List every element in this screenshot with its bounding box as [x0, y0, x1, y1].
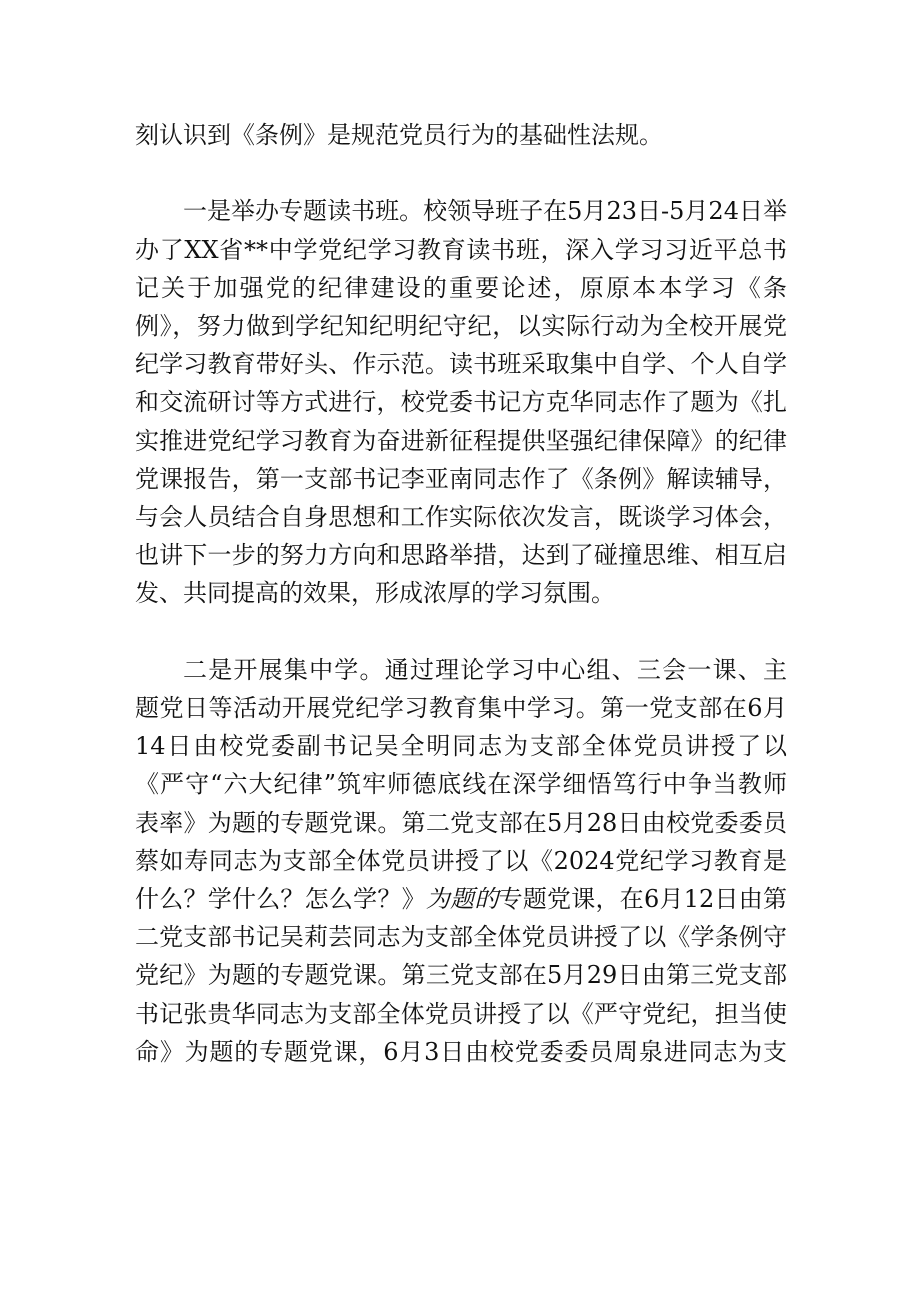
- text-line: 记关于加强党的纪律建设的重要论述，原原本本学习《条: [135, 273, 787, 302]
- text-line: 表率》为题的专题党课。第二党支部在5月28日由校党委委员: [135, 808, 787, 837]
- text-line: 书记张贵华同志为支部全体党员讲授了以《严守党纪，担当使: [135, 999, 787, 1028]
- text-line: 刻认识到《条例》是规范党员行为的基础性法规。: [135, 121, 663, 149]
- paragraph-gap: [135, 154, 787, 192]
- text-line: 二是开展集中学。通过理论学习中心组、三会一课、主: [183, 655, 787, 684]
- text-line: 蔡如寿同志为支部全体党员讲授了以《2024党纪学习教育是: [135, 846, 787, 875]
- text-segment: 专题党课，在6月12日由第: [498, 885, 788, 914]
- text-line: 二党支部书记吴莉芸同志为支部全体党员讲授了以《学条例守: [135, 923, 787, 952]
- text-line: 实推进党纪学习教育为奋进新征程提供坚强纪律保障》的纪律: [135, 426, 787, 455]
- paragraph-centralized-study: [135, 651, 787, 1071]
- continuation-paragraph: [135, 116, 787, 154]
- text-line: 纪学习教育带好头、作示范。读书班采取集中自学、个人自学: [135, 350, 787, 379]
- text-line: 发、共同提高的效果，形成浓厚的学习氛围。: [135, 579, 615, 608]
- paragraph-gap: [135, 613, 787, 651]
- text-line: 14日由校党委副书记吴全明同志为支部全体党员讲授了以: [135, 732, 787, 761]
- text-line: 题党日等活动开展党纪学习教育集中学习。第一党支部在6月: [135, 694, 787, 723]
- text-segment: 什么？学什么？怎么学？》: [135, 885, 426, 914]
- text-line-mixed: [135, 880, 787, 918]
- text-line: 《严守“六大纪律”筑牢师德底线在深学细悟笃行中争当教师: [135, 770, 787, 799]
- text-line: 一是举办专题读书班。校领导班子在5月23日-5月24日举: [183, 197, 787, 226]
- document-body: [135, 116, 787, 1071]
- text-line: 和交流研讨等方式进行，校党委书记方克华同志作了题为《扎: [135, 388, 787, 417]
- text-line: 党纪》为题的专题党课。第三党支部在5月29日由第三党支部: [135, 961, 787, 990]
- text-line: 与会人员结合自身思想和工作实际依次发言，既谈学习体会，: [135, 503, 787, 532]
- paragraph-reading-class: [135, 192, 787, 612]
- text-line: 办了XX省**中学党纪学习教育读书班，深入学习习近平总书: [135, 235, 787, 264]
- text-line: 命》为题的专题党课，6月3日由校党委委员周泉进同志为支: [135, 1037, 787, 1066]
- text-line: 也讲下一步的努力方向和思路举措，达到了碰撞思维、相互启: [135, 541, 787, 570]
- text-line: 例》，努力做到学纪知纪明纪守纪，以实际行动为全校开展党: [135, 312, 787, 340]
- text-line: 党课报告，第一支部书记李亚南同志作了《条例》解读辅导，: [135, 464, 787, 493]
- italic-text-segment: 为题的: [425, 885, 499, 914]
